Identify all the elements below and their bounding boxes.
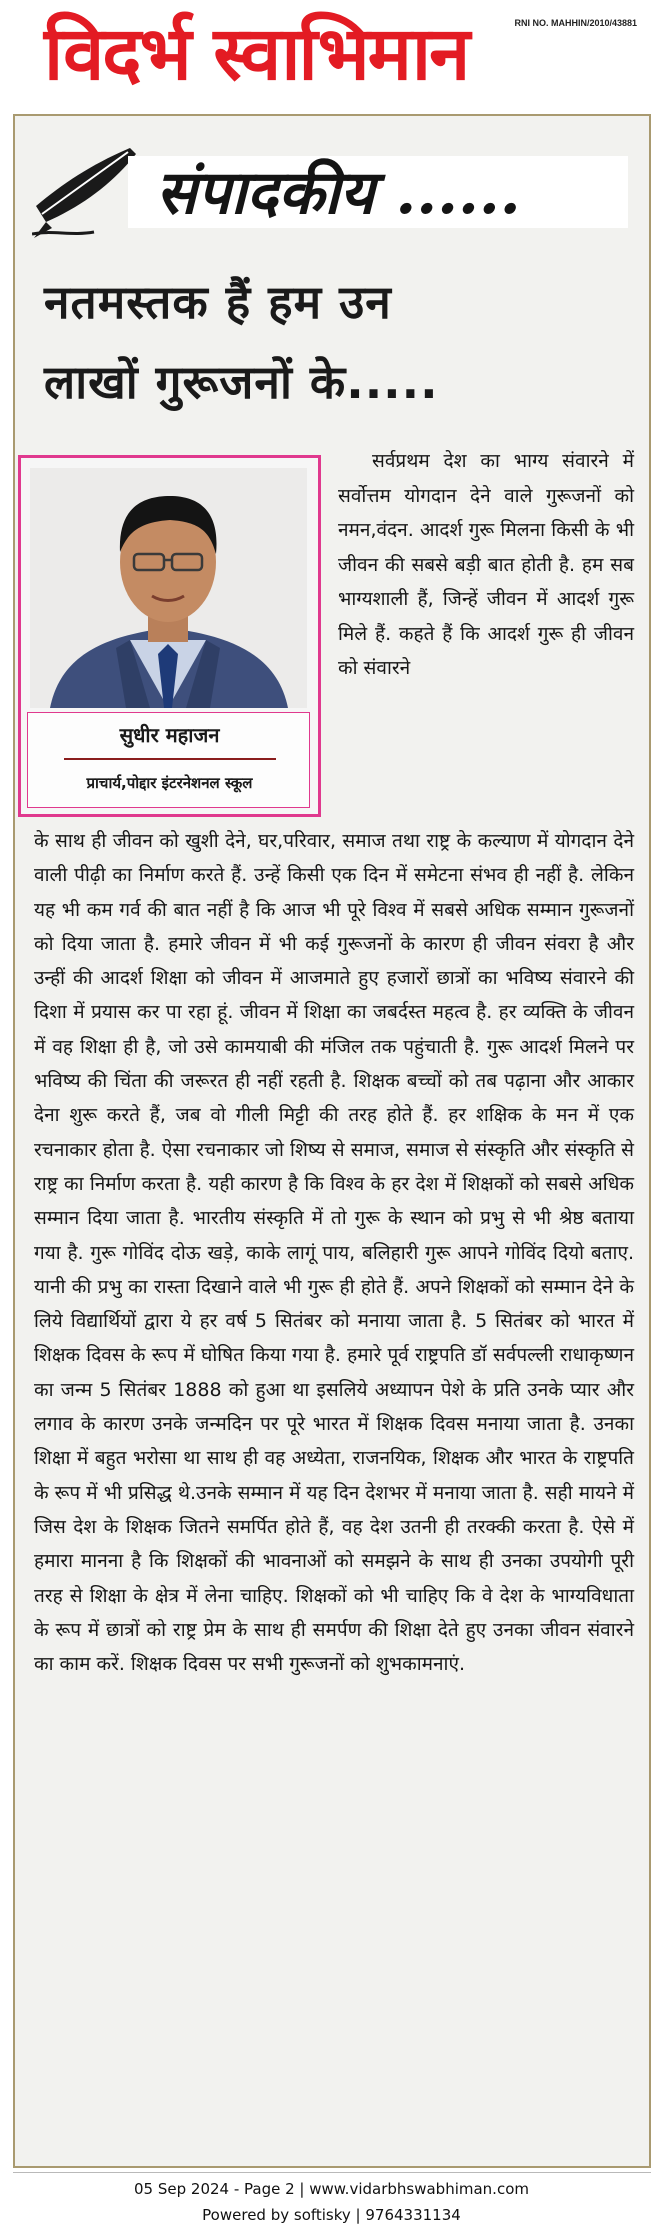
editorial-label: संपादकीय ......: [156, 158, 521, 228]
pen-nib-icon: [32, 144, 142, 240]
article-intro: सर्वप्रथम देश का भाग्य संवारने में सर्वोत्तम योगदान देने वाले गुरूजनों को नमन,वंदन. आदर्श गुरू मिलना किसी के भी जीवन की सबसे बड़ी बात होती है. हम सब भाग्यशाली हैं, जिन्हें जीवन में आदर्श गुरू मिले हैं. कहते हैं कि आदर्श गुरू ही जीवन को संवारने: [338, 450, 634, 679]
author-name: सुधीर महाजन: [119, 723, 220, 747]
article-headline: [44, 262, 624, 422]
headline-line-1: नतमस्तक हैं हम उन: [44, 275, 392, 329]
article-intro-column: [338, 444, 634, 686]
headline-line-2: लाखों गुरूजनों के.....: [44, 355, 439, 409]
newspaper-title: विदर्भ स्वाभिमान: [44, 11, 469, 97]
footer-date-page-site: 05 Sep 2024 - Page 2 | www.vidarbhswabhiman.com: [134, 2180, 529, 2198]
masthead: [0, 0, 663, 112]
article-body-column: [34, 824, 634, 1681]
page-footer: [0, 2176, 663, 2228]
rni-number: RNI NO. MAHHIN/2010/43881: [514, 18, 637, 28]
author-designation: प्राचार्य,पोद्दार इंटरनेशनल स्कूल: [86, 774, 253, 792]
editorial-banner: [32, 140, 632, 248]
article-body: के साथ ही जीवन को खुशी देने, घर,परिवार, समाज तथा राष्ट्र के कल्याण में योगदान देने वाली पीढ़ी का निर्माण करते हैं. उन्हें किसी एक दिन में समेटना संभव ही नहीं है. लेकिन यह भी कम गर्व की बात नहीं है कि आज भी पूरे विश्व में सबसे अधिक सम्मान गुरूजनों को दिया जाता है. हमारे जीवन में भी कई गुरूजनों के कारण ही जीवन संवरा है और उन्हीं की आदर्श शिक्षा को जीवन में आजमाते हुए हजारों छात्रों का भविष्य संवारने की दिशा में प्रयास कर पा रहा हूं. जीवन में शिक्षा का जबर्दस्त महत्व है. हर व्यक्ति के जीवन में वह शिक्षा ही है, जो उसे कामयाबी की मंजिल तक पहुंचाती है. गुरू आदर्श मिलने पर भविष्य की चिंता की जरूरत ही नहीं रहती है. शिक्षक बच्चों को तब पढ़ाना और आकार देना शुरू करते हैं, जब वो गीली मिट्टी की तरह होते हैं. हर शक्षिक के मन में एक रचनाकार होता है. ऐसा रचनाकार जो शिष्य से समाज, समाज से संस्कृति और संस्कृति से राष्ट्र का निर्माण करता है. यही कारण है कि विश्व के हर देश में शिक्षकों को सबसे अधिक सम्मान दिया जाता है. भारतीय संस्कृति में तो गुरू के स्थान को प्रभु से भी श्रेष्ठ बताया गया है. गुरू गोविंद दोऊ खड़े, काके लागूं पाय, बलिहारी गुरू आपने गोविंद दियो बताए. यानी की प्रभु का रास्ता दिखाने वाले भी गुरू ही होते हैं. अपने शिक्षकों को सम्मान देने के लिये विद्यार्थियों द्वारा ये हर वर्ष 5 सितंबर को मनाया जाता है. 5 सितंबर को भारत में शिक्षक दिवस के रूप में घोषित किया गया है. हमारे पूर्व राष्ट्रपति डॉ सर्वपल्ली राधाकृष्णन का जन्म 5 सितंबर 1888 को हुआ था इसलिये अध्यापन पेशे के प्रति उनके प्यार और लगाव के कारण उनके जन्मदिन पर पूरे भारत में शिक्षक दिवस मनाया जाता है. उनका शिक्षा में बहुत भरोसा था साथ ही वह अध्येता, राजनयिक, शिक्षक और भारत के राष्ट्रपति के रूप में भी प्रसिद्ध थे.उनके सम्मान में यह दिन देशभर में मनाया जाता है. सही मायने में जिस देश के शिक्षक जितने समर्पित होते हैं, वह देश उतनी ही तरक्की करता है. ऐसे में हमारा मानना है कि शिक्षकों की भावनाओं को समझने के साथ ही उनका उपयोगी पूरी तरह से शिक्षा के क्षेत्र में लेना चाहिए. शिक्षकों को भी चाहिए कि वे देश के भाग्यविधाता के रूप में छात्रों को राष्ट्र प्रेम के साथ ही समर्पण की शिक्षा देते हुए उनका जीवन संवारने का काम करें. शिक्षक दिवस पर सभी गुरूजनों को शुभकामनाएं.: [34, 830, 634, 1676]
caption-divider: [64, 758, 276, 760]
author-caption: [27, 712, 310, 808]
author-portrait-image: [30, 468, 307, 708]
author-photo: [30, 468, 307, 708]
footer-powered-by: Powered by softisky | 9764331134: [202, 2206, 461, 2224]
footer-divider: [13, 2172, 651, 2173]
